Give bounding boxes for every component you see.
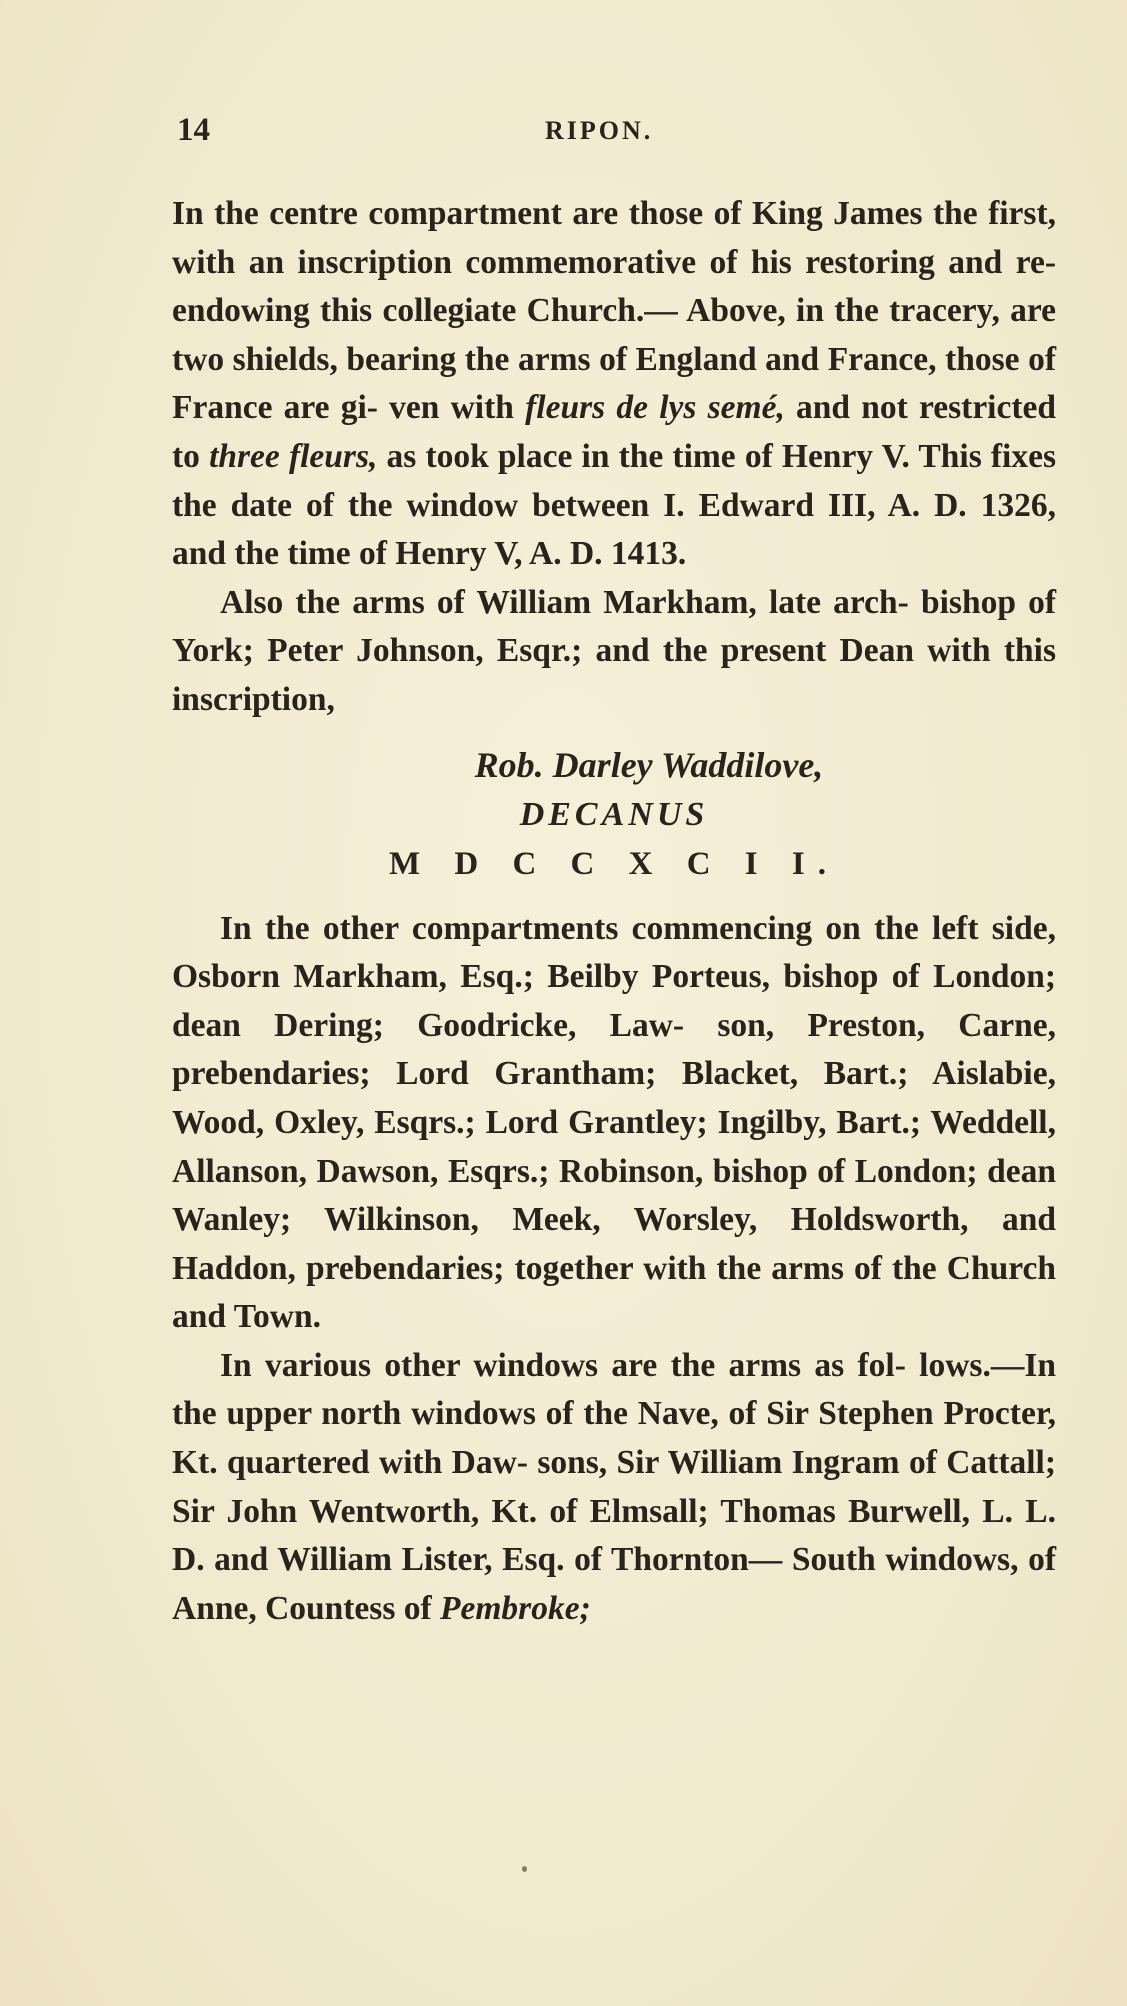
page-header: [177, 112, 1057, 152]
page-number: 14: [177, 112, 210, 148]
inscription: [172, 739, 1056, 889]
paragraph-3: In the other compartments commencing on the left side, Osborn Markham, Esq.; Beilby Porteus, bishop of London; dean Dering; Goodricke, Law- son, Preston, Carne, prebendaries; Lord Grantham; Blacket, Bart.; Aislabie, Wood, Oxley, Esqrs.; Lord Grantley; Ingilby, Bart.; Weddell, Allanson, Dawson, Esqrs.; Robinson, bishop of London; dean Wanley; Wilkinson, Meek, Worsley, Holdsworth, and Haddon, prebendaries; together with the arms of the Church and Town.: [172, 909, 1056, 1336]
body-text: [172, 190, 1056, 1633]
inscription-title: DECANUS: [519, 795, 709, 833]
running-head: RIPON.: [545, 116, 654, 145]
paragraph-2: Also the arms of William Markham, late arch- bishop of York; Peter Johnson, Esqr.; and the present Dean with this inscription,: [172, 583, 1056, 718]
paragraph-4: [172, 1342, 1056, 1634]
paragraph-1-text: In the centre compartment are those of King James the first, with an inscription commemorative of his restoring and re-endowing this collegiate Church.— Above, in the tracery, are two shields, bearing the arms of England and France, those of France are gi- ven with: [172, 195, 1056, 427]
paragraph-1-mid: and not restricted to: [172, 389, 1057, 475]
italic-fleurs-de-lys: fleurs de lys semé,: [525, 389, 785, 427]
paragraph-1: [172, 190, 1056, 579]
inscription-date: M D C C X C I I.: [389, 845, 839, 882]
italic-pembroke: Pembroke;: [440, 1589, 591, 1627]
paragraph-4-text: In various other windows are the arms as fol- lows.—In the upper north windows of the Nave, of Sir Stephen Procter, Kt. quartered with Daw- sons, Sir William Ingram of Cattall; Sir John Wentworth, Kt. of Elmsall; Thomas Burwell, L. L. D. and William Lister, Esq. of Thornton— South windows, of Anne, Countess of: [172, 1346, 1056, 1627]
inscription-name: Rob. Darley Waddilove,: [474, 744, 824, 785]
paragraph-1-end: as took place in the time of Henry V. This fixes the date of the window between I. Edward III, A. D. 1326, and the time of Henry V, A. D. 1413.: [172, 437, 1057, 573]
ink-speck: [522, 1866, 527, 1872]
italic-three-fleurs: three fleurs,: [209, 437, 378, 475]
